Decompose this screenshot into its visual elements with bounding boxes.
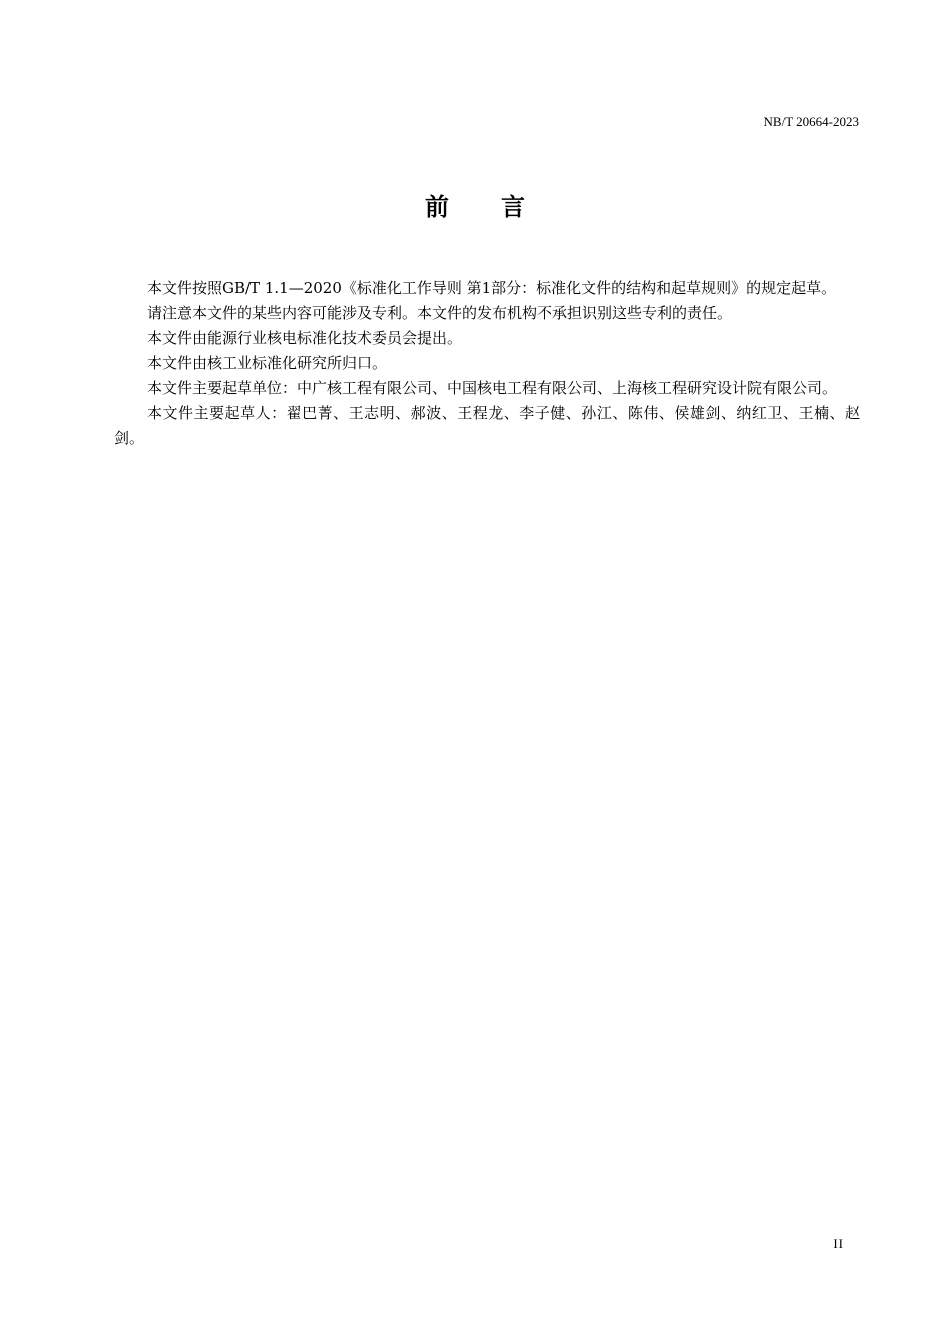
paragraph-under-jurisdiction: 本文件由核工业标准化研究所归口。	[147, 354, 388, 372]
paragraph-drafting-rules: 本文件按照GB/T 1.1—2020《标准化工作导则 第1部分：标准化文件的结构和起草规则》的规定起草。	[147, 279, 837, 297]
page-number: II	[833, 1236, 844, 1251]
document-number: NB/T 20664-2023	[763, 114, 859, 129]
paragraph-proposed-by: 本文件由能源行业核电标准化技术委员会提出。	[147, 329, 463, 347]
page-title: 前言	[425, 193, 577, 221]
paragraph-patent-notice: 请注意本文件的某些内容可能涉及专利。本文件的发布机构不承担识别这些专利的责任。	[147, 304, 733, 322]
paragraph-drafters: 本文件主要起草人：翟巴菁、王志明、郝波、王程龙、李子健、孙江、陈伟、侯雄剑、纳红卫、王楠、赵剑。	[114, 404, 860, 447]
foreword-body	[114, 276, 860, 451]
paragraph-drafting-organizations: 本文件主要起草单位：中广核工程有限公司、中国核电工程有限公司、上海核工程研究设计院有限公司。	[147, 379, 838, 397]
